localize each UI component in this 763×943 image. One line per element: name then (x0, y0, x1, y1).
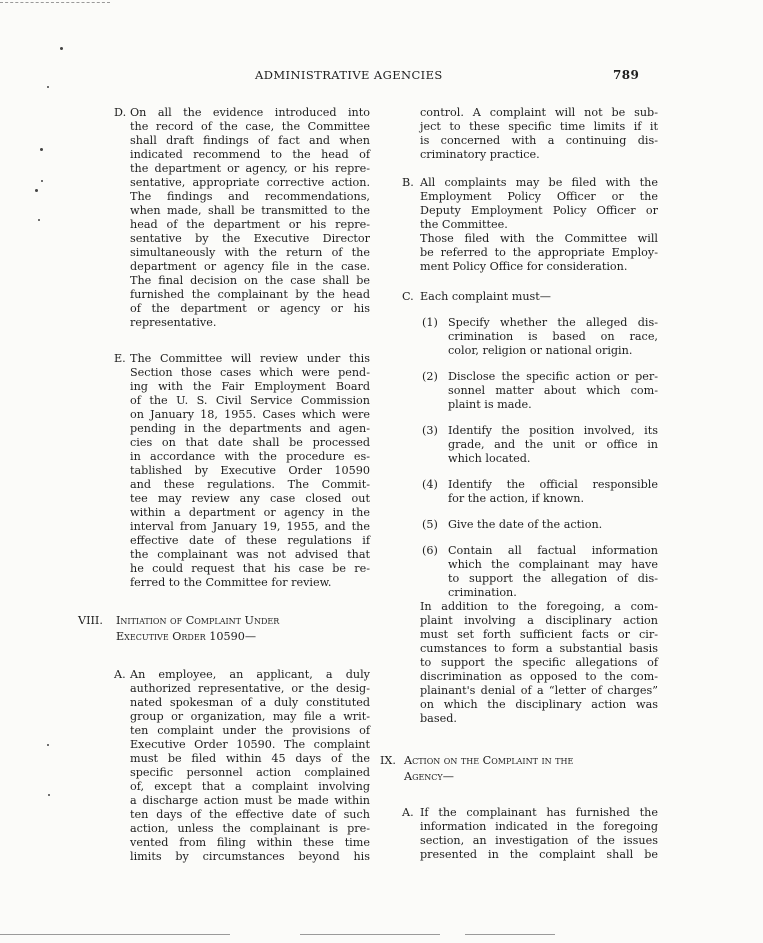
text-line: plaint involving a disciplinary action (420, 614, 658, 627)
text-line: tee may review any case closed out (130, 492, 370, 505)
text-line: cies on that date shall be processed (130, 436, 370, 449)
paragraph-label: A. (402, 806, 414, 819)
text-line: when made, shall be transmitted to the (130, 204, 370, 217)
text-line: and these regulations. The Commit- (130, 478, 370, 491)
bottom-scan-rule (300, 934, 440, 935)
text-line: discrimination as opposed to the com- (420, 670, 658, 683)
subitem-2 (380, 370, 658, 412)
text-line: of the department or agency or his (130, 302, 370, 315)
paragraph-c-addition (380, 600, 658, 726)
text-line: cumstances to form a substantial basis (420, 642, 658, 655)
text-line: color, religion or national origin. (448, 344, 633, 357)
text-line: crimination. (448, 586, 517, 599)
subitem-text (448, 424, 658, 466)
paragraph-label: E. (114, 352, 126, 365)
section-title-line: Action on the Complaint in the (404, 754, 574, 767)
paragraph-viii-a (78, 668, 370, 864)
running-head: ADMINISTRATIVE AGENCIES (255, 68, 443, 82)
subitem-label: (3) (422, 424, 438, 437)
text-line: vented from filing within these time (130, 836, 370, 849)
text-line: sentative by the Executive Director (130, 232, 370, 245)
text-line: plaint is made. (448, 398, 532, 411)
text-line: information indicated in the foregoing (420, 820, 658, 833)
text-line: for the action, if known. (448, 492, 585, 505)
text-line: which the complainant may have (448, 558, 658, 571)
text-line: head of the department or his repre- (130, 218, 370, 231)
text-line: Identify the position involved, its (448, 424, 658, 437)
text-line: he could request that his case be re- (130, 562, 370, 575)
text-line: The final decision on the case shall be (130, 274, 370, 287)
text-line: the complainant was not advised that (130, 548, 370, 561)
text-line: An employee, an applicant, a duly (130, 668, 370, 681)
subitem-3 (380, 424, 658, 466)
text-line: a discharge action must be made within (130, 794, 370, 807)
text-line: control. A complaint will not be sub- (420, 106, 658, 119)
text-line: criminatory practice. (420, 148, 540, 161)
text-line: Deputy Employment Policy Officer or (420, 204, 658, 217)
text-line: crimination is based on race, (448, 330, 658, 343)
subitem-5 (380, 518, 658, 532)
paragraph-text (420, 176, 658, 274)
paragraph-viii-a-continued (380, 106, 658, 162)
text-line: Executive Order 10590. The complaint (130, 738, 370, 751)
paragraph-text (420, 806, 658, 862)
text-line: In addition to the foregoing, a com- (420, 600, 658, 613)
text-line: Specify whether the alleged dis- (448, 316, 658, 329)
subitem-6 (380, 544, 658, 600)
subitem-4 (380, 478, 658, 506)
section-heading-viii (78, 614, 370, 644)
subitem-label: (4) (422, 478, 438, 491)
text-line: Employment Policy Officer or the (420, 190, 658, 203)
text-line: ten days of the effective date of such (130, 808, 370, 821)
text-line: simultaneously with the return of the (130, 246, 370, 259)
subitem-text (448, 316, 658, 358)
paragraph-intro: Each complaint must— (420, 290, 551, 303)
paragraph-label: D. (114, 106, 127, 119)
text-line: must set forth sufficient facts or cir- (420, 628, 658, 641)
text-line: ferred to the Committee for review. (130, 576, 332, 589)
text-line: of, except that a complaint involving (130, 780, 370, 793)
text-line: must be filed within 45 days of the (130, 752, 370, 765)
text-line: pending in the departments and agen- (130, 422, 370, 435)
text-line: on January 18, 1955. Cases which were (130, 408, 370, 421)
text-line: Disclose the specific action or per- (448, 370, 658, 383)
text-line: the department or agency, or his repre- (130, 162, 370, 175)
text-line: in accordance with the procedure es- (130, 450, 370, 463)
text-line: grade, and the unit or office in (448, 438, 658, 451)
subitem-label: (1) (422, 316, 438, 329)
text-line: interval from January 19, 1955, and the (130, 520, 370, 533)
left-column (78, 106, 370, 864)
text-line: specific personnel action complained (130, 766, 370, 779)
paragraph-text (420, 106, 658, 162)
paragraph-label: B. (402, 176, 414, 189)
text-line: ing with the Fair Employment Board (130, 380, 370, 393)
text-line: If the complainant has furnished the (420, 806, 658, 819)
text-line: Contain all factual information (448, 544, 658, 557)
text-line: based. (420, 712, 457, 725)
paragraph-label: C. (402, 290, 414, 303)
text-line: department or agency file in the case. (130, 260, 370, 273)
text-line: effective date of these regulations if (130, 534, 370, 547)
text-line: limits by circumstances beyond his (130, 850, 370, 863)
paragraph-text (130, 668, 370, 864)
text-line: sentative, appropriate corrective action. (130, 176, 370, 189)
subitem-label: (6) (422, 544, 438, 557)
section-heading-ix (380, 754, 658, 784)
subitem-text (448, 544, 658, 600)
subitem-text (448, 370, 658, 412)
text-line: sonnel matter about which com- (448, 384, 658, 397)
subitem-label: (5) (422, 518, 438, 531)
scan-speck (41, 180, 43, 182)
subitem-text: Give the date of the action. (448, 518, 603, 531)
text-line: Section those cases which were pend- (130, 366, 370, 379)
scan-speck (48, 794, 50, 796)
text-line: to support the specific allegations of (420, 656, 658, 669)
text-line: tablished by Executive Order 10590 (130, 464, 370, 477)
scan-speck (38, 219, 40, 221)
text-line: the record of the case, the Committee (130, 120, 370, 133)
section-title-line: Agency— (404, 770, 454, 783)
text-line: All complaints may be filed with the (420, 176, 658, 189)
paragraph-e (78, 352, 370, 590)
paragraph-d (78, 106, 370, 330)
scan-speck (35, 189, 38, 192)
text-line: authorized representative, or the desig- (130, 682, 370, 695)
subitem-label: (2) (422, 370, 438, 383)
section-number: VIII. (78, 614, 103, 627)
text-line: within a department or agency in the (130, 506, 370, 519)
text-line: of the U. S. Civil Service Commission (130, 394, 370, 407)
section-number: IX. (380, 754, 396, 767)
text-line: ten complaint under the provisions of (130, 724, 370, 737)
text-line: on which the disciplinary action was (420, 698, 658, 711)
section-title-line: Executive Order 10590— (116, 630, 257, 643)
text-line: plainant's denial of a “letter of charges” (420, 684, 658, 697)
text-line: section, an investigation of the issues (420, 834, 658, 847)
text-line: furnished the complainant by the head (130, 288, 370, 301)
text-line: On all the evidence introduced into (130, 106, 370, 119)
paragraph-text (130, 106, 370, 330)
subitem-1 (380, 316, 658, 358)
right-column (380, 106, 658, 862)
text-line: the Committee. (420, 218, 508, 231)
text-line: Identify the official responsible (448, 478, 658, 491)
scan-edge-dashes (0, 2, 110, 3)
scan-speck (47, 86, 49, 88)
subitem-text (448, 478, 658, 506)
paragraph-c (380, 290, 658, 304)
bottom-scan-rule (465, 934, 555, 935)
section-title-line: Initiation of Complaint Under (116, 614, 280, 627)
page-header (0, 68, 763, 86)
text-line: presented in the complaint shall be (420, 848, 658, 861)
text-line: ment Policy Office for consideration. (420, 260, 628, 273)
scan-speck (47, 744, 49, 746)
text-line: representative. (130, 316, 217, 329)
page-number: 789 (613, 68, 640, 82)
text-line: is concerned with a continuing dis- (420, 134, 658, 147)
text-line: group or organization, may file a writ- (130, 710, 370, 723)
text-line: to support the allegation of dis- (448, 572, 658, 585)
text-line: which located. (448, 452, 531, 465)
text-line: The findings and recommendations, (130, 190, 370, 203)
paragraph-b (380, 176, 658, 274)
text-line: be referred to the appropriate Employ- (420, 246, 658, 259)
text-line: Those filed with the Committee will (420, 232, 658, 245)
paragraph-text (130, 352, 370, 590)
paragraph-ix-a (380, 806, 658, 862)
scan-speck (40, 148, 43, 151)
text-line: ject to these specific time limits if it (420, 120, 658, 133)
text-line: The Committee will review under this (130, 352, 370, 365)
paragraph-text (420, 600, 658, 726)
text-line: action, unless the complainant is pre- (130, 822, 370, 835)
text-line: indicated recommend to the head of (130, 148, 370, 161)
paragraph-label: A. (114, 668, 126, 681)
text-line: nated spokesman of a duly constituted (130, 696, 370, 709)
text-line: shall draft findings of fact and when (130, 134, 370, 147)
scan-speck (60, 47, 63, 50)
bottom-scan-rule (0, 934, 230, 935)
